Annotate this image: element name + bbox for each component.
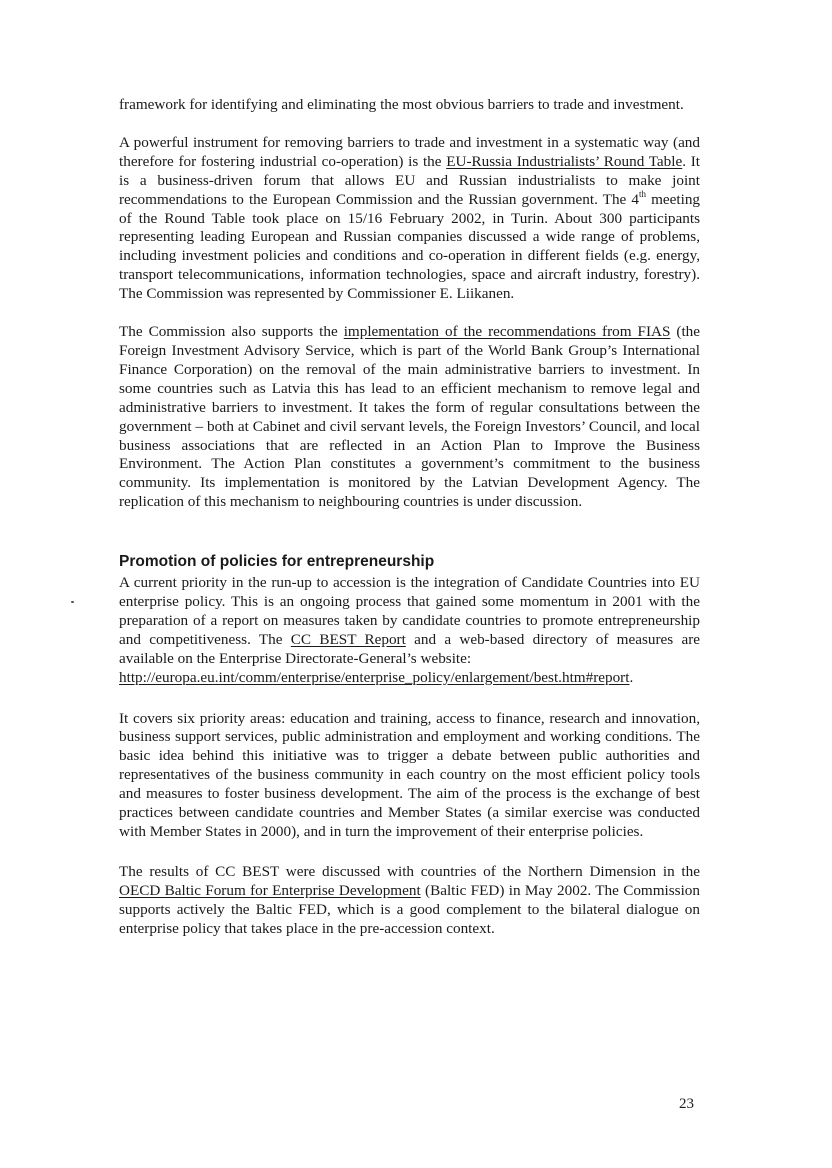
paragraph-text: A powerful instrument for removing barriers to trade and investment in a systematic way (and therefore for fostering industrial co-operation) is the [119,133,700,170]
page-number: 23 [679,1096,694,1112]
paragraph-framework: framework for identifying and eliminating the most obvious barriers to trade and investment. [119,96,684,113]
paragraph-baltic-fed [119,863,700,939]
document-page [119,96,700,939]
paragraph-text: . It is a business-driven forum that allows EU and Russian industrialists to make joint recommendations to the European Commission and the Russian government. The 4 [119,152,701,208]
paragraph-text: meeting of the Round Table took place on 15/16 February 2002, in Turin. About 300 participants representing leading European and Russian companies discussed a wide range of problems, including investment policies and conditions and co-operation in different fields (e.g. energy, transport telecommunications, information technologies, space and aircraft industry, forestry). The Commission was represented by Commissioner E. Liikanen. [119,190,701,303]
paragraph-text: (the Foreign Investment Advisory Service, which is part of the World Bank Group’s International Finance Corporation) on the removal of the main administrative barriers to investment. In some countries such as Latvia this has lead to an efficient mechanism to remove legal and administrative barriers to investment. It takes the form of regular consultations between the government – both at Cabinet and civil servant levels, the Foreign Investors’ Council, and local business associations that are reflected in an Action Plan to Improve the Business Environment. The Action Plan constitutes a government’s commitment to the business community. Its implementation is monitored by the Latvian Development Agency. The replication of this mechanism to neighbouring countries is under discussion. [119,323,701,511]
fias-recommendations-link[interactable]: implementation of the recommendations from FIAS [343,323,671,341]
paragraph-round-table [119,134,700,304]
oecd-baltic-forum-link[interactable]: OECD Baltic Forum for Enterprise Development [119,881,421,899]
url-line [119,669,700,688]
superscript-ordinal: th [638,188,646,199]
paragraph-text: The Commission also supports the [119,323,344,341]
scan-speck [71,601,74,603]
eu-russia-round-table-link[interactable]: EU-Russia Industrialists’ Round Table [446,152,683,170]
paragraph-priority-areas: It covers six priority areas: education and training, access to finance, research and innovation, business support services, public administration and employment and working conditions. The basic idea behind this initiative was to trigger a debate between public authorities and representatives of the business community in each country on the most efficient policy tools and measures to foster business development. The aim of the process is the exchange of best practices between candidate countries and Member States (a similar exercise was conducted with Member States in 2000), and in turn the improvement of their enterprise policies. [119,709,700,840]
paragraph-text: A current priority in the run-up to accession is the integration of Candidate Countries into EU enterprise policy. This is an ongoing process that gained some momentum in 2001 with the preparation of a report on measures taken by candidate countries to promote entrepreneurship and competitiveness. The [119,574,700,648]
paragraph-fias [119,323,700,512]
section-entrepreneurship [119,552,700,687]
cc-best-report-link[interactable]: CC BEST Report [290,630,406,648]
paragraph-cc-best [119,574,700,687]
paragraph-text: (Baltic FED) in May 2002. The Commission supports actively the Baltic FED, which is a good complement to the bilateral dialogue on enterprise policy that takes place in the pre-accession context. [119,881,700,937]
url-period: . [629,668,634,686]
paragraph-text: The results of CC BEST were discussed with countries of the Northern Dimension in the [119,862,700,880]
paragraph-text: and a web-based directory of measures are available on the Enterprise Directorate-General’s website: [119,630,701,667]
best-report-url-link[interactable]: http://europa.eu.int/comm/enterprise/enterprise_policy/enlargement/best.htm#report [119,668,630,686]
section-heading: Promotion of policies for entrepreneurship [119,553,435,571]
